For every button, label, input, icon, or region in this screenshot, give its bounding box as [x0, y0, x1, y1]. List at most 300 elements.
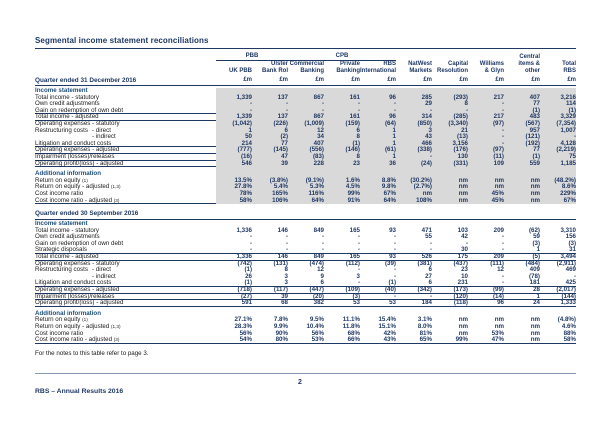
value-cell: 88%	[563, 329, 576, 337]
value-cell: -	[396, 154, 432, 161]
value-cell: 1	[360, 154, 396, 161]
value-cell: 3,216	[540, 95, 576, 102]
value-cell: -	[396, 108, 432, 115]
value-cell: 137	[252, 114, 288, 121]
value-cell: 106%	[252, 198, 288, 205]
value-cell: 10	[461, 272, 468, 280]
value-cell: (1,009)	[288, 121, 324, 128]
value-cell: (13)	[432, 134, 468, 141]
value-cell: (118)	[453, 299, 468, 307]
section-title: Additional information	[35, 170, 101, 178]
quarter-heading: Quarter ended 31 December 2016	[35, 77, 137, 84]
value-cell: 54%	[239, 336, 252, 344]
value-cell: nm	[504, 191, 540, 198]
value-cell: -	[540, 134, 576, 141]
value-cell: 165	[349, 226, 360, 234]
row-label: Own credit adjustments	[35, 100, 100, 108]
value-cell: (61)	[360, 147, 396, 154]
value-cell: 53%	[491, 329, 504, 337]
value-cell: 228	[288, 161, 324, 168]
value-cell: (111)	[490, 259, 504, 267]
value-cell: nm	[504, 184, 540, 191]
value-cell: 29	[396, 101, 432, 108]
row-label: Total income - adjusted	[35, 253, 99, 261]
value-cell: 209	[493, 253, 504, 261]
column-group-pbb: PBB	[216, 52, 288, 61]
value-cell: -	[249, 239, 252, 247]
value-cell: 4.5%	[324, 184, 360, 191]
row-sublabel: - direct	[92, 266, 111, 274]
column-group-cpb: CPB	[288, 52, 396, 61]
value-cell: (3,340)	[432, 121, 468, 128]
value-cell: (39)	[384, 259, 396, 267]
value-cell: 3	[284, 272, 288, 280]
column-header-commercial-banking: Banking	[300, 68, 324, 74]
value-cell: (64)	[360, 121, 396, 128]
value-cell: 26	[245, 272, 252, 280]
value-cell: (24)	[396, 161, 432, 168]
value-cell: 4.6%	[561, 323, 576, 330]
value-cell: 161	[324, 114, 360, 121]
value-cell: -	[468, 108, 504, 115]
value-cell: (11)	[468, 154, 504, 161]
value-cell: (1)	[244, 279, 252, 287]
value-cell: 27.8%	[216, 184, 252, 191]
footnote-marker: (1,3)	[111, 184, 121, 190]
value-cell: nm	[458, 316, 468, 324]
row-label: Impairment (losses)/releases	[35, 152, 115, 160]
value-cell: -	[573, 272, 576, 280]
value-cell: -	[501, 239, 504, 247]
value-cell: 466	[396, 141, 432, 148]
value-cell: 1	[360, 128, 396, 135]
value-cell: 13.5%	[216, 178, 252, 185]
value-cell: (331)	[432, 161, 468, 168]
value-cell: 483	[504, 114, 540, 121]
value-cell: 231	[457, 279, 468, 287]
value-cell: 382	[313, 299, 324, 307]
value-cell: nm	[458, 323, 468, 330]
value-cell: 1,336	[236, 226, 252, 234]
page-number: 2	[298, 379, 302, 386]
value-cell: 90%	[275, 329, 288, 337]
value-cell: 56%	[311, 329, 324, 337]
value-cell: -	[429, 246, 432, 254]
value-cell: 11.1%	[342, 316, 360, 324]
value-cell: 77	[504, 101, 540, 108]
value-cell: -	[393, 292, 396, 300]
value-cell: 1,007	[540, 128, 576, 135]
value-cell: nm	[504, 178, 540, 185]
value-cell: 1,336	[236, 253, 252, 261]
value-cell: 47%	[491, 336, 504, 344]
value-cell: 8	[324, 154, 360, 161]
value-cell: 214	[216, 141, 252, 148]
value-cell: 67%	[540, 198, 576, 205]
table-row	[35, 134, 576, 141]
value-cell: -	[252, 101, 288, 108]
value-cell: 8.8%	[360, 178, 396, 185]
column-header-capital-resolution: Resolution	[437, 68, 468, 74]
value-cell: (144)	[561, 292, 576, 300]
row-label: Cost income ratio	[35, 189, 84, 197]
value-cell: (2.7%)	[396, 184, 432, 191]
value-cell: (5)	[532, 253, 540, 261]
value-cell: 6	[428, 279, 432, 287]
value-cell: (474)	[309, 259, 324, 267]
column-unit: £m	[459, 77, 468, 83]
value-cell: 526	[421, 253, 432, 261]
value-cell: 42	[461, 233, 468, 241]
column-header-central-items-other: other	[525, 68, 540, 74]
value-cell: 67%	[360, 191, 396, 198]
value-cell: 161	[324, 95, 360, 102]
column-unit: £m	[567, 77, 576, 83]
column-header-ulster-bank-roi: Bank RoI	[261, 68, 288, 74]
value-cell: 108%	[396, 198, 432, 205]
table-footnote: For the notes to this table refer to page 3.	[35, 349, 149, 357]
value-cell: (2,017)	[556, 286, 576, 294]
value-cell: 165%	[252, 191, 288, 198]
value-cell: 15.1%	[378, 323, 396, 330]
footer-document-title: RBS – Annual Results 2016	[35, 388, 124, 395]
value-cell: (342)	[417, 286, 432, 294]
value-cell: -	[288, 101, 324, 108]
value-cell: 96	[360, 95, 396, 102]
value-cell: 8	[284, 266, 288, 274]
value-cell: -	[360, 101, 396, 108]
value-cell: 23	[324, 161, 360, 168]
table-row	[35, 161, 576, 168]
value-cell: 6	[324, 128, 360, 135]
value-cell: (850)	[396, 121, 432, 128]
value-cell: (173)	[453, 286, 468, 294]
value-cell: 53	[389, 299, 396, 307]
column-unit: £m	[495, 77, 504, 83]
column-header-total-rbs: RBS	[563, 68, 576, 74]
value-cell: (2)	[252, 134, 288, 141]
value-cell: (293)	[432, 95, 468, 102]
value-cell: 43	[396, 134, 432, 141]
value-cell: 34	[288, 134, 324, 141]
table-row	[35, 228, 576, 235]
value-cell: 1	[216, 128, 252, 135]
column-header-total-rbs: Total	[562, 61, 576, 67]
value-cell: 6	[320, 279, 324, 287]
value-cell: nm	[468, 178, 504, 185]
value-cell: 53	[353, 299, 360, 307]
value-cell: 77	[504, 147, 540, 154]
row-label: Operating profit/(loss) - adjusted	[35, 299, 124, 307]
value-cell: (285)	[432, 114, 468, 121]
row-label: Return on equity (1)	[35, 176, 88, 184]
value-cell: -	[285, 246, 288, 254]
value-cell: 9.5%	[309, 316, 324, 324]
row-label: Return on equity - adjusted (1,3)	[35, 183, 121, 191]
column-header-williams-glyn: & Glyn	[484, 68, 504, 74]
value-cell: (30.2%)	[396, 178, 432, 185]
value-cell: 184	[421, 299, 432, 307]
value-cell: nm	[530, 336, 540, 344]
value-cell: -	[321, 239, 324, 247]
column-header-natwest-markets: Markets	[409, 68, 432, 74]
value-cell: 58%	[563, 336, 576, 344]
value-cell: 12	[317, 266, 324, 274]
column-unit: £m	[423, 77, 432, 83]
value-cell: 9.9%	[273, 323, 288, 330]
value-cell: 109	[468, 161, 504, 168]
column-header-natwest-markets: NatWest	[408, 61, 432, 67]
value-cell: (1)	[504, 108, 540, 115]
value-cell: 27.1%	[234, 316, 252, 324]
row-label: Gain on redemption of own debt	[35, 239, 124, 247]
value-cell: 31	[569, 246, 576, 254]
column-unit: £m	[279, 77, 288, 83]
value-cell: nm	[494, 316, 504, 324]
value-cell: 81%	[419, 329, 432, 337]
value-cell: 45%	[468, 191, 504, 198]
value-cell: 867	[288, 95, 324, 102]
value-cell: 5.3%	[288, 184, 324, 191]
value-cell: 1,185	[540, 161, 576, 168]
value-cell: (447)	[309, 286, 324, 294]
column-header-capital-resolution: Capital	[447, 61, 468, 67]
value-cell: 409	[529, 266, 540, 274]
value-cell: 146	[277, 226, 288, 234]
value-cell: (1)	[244, 266, 252, 274]
value-cell: -	[324, 108, 360, 115]
value-cell: 28	[533, 286, 540, 294]
row-label: Operating expenses - adjusted	[35, 146, 120, 154]
row-label: Return on equity - adjusted (1,3)	[35, 323, 121, 330]
value-cell: (145)	[252, 147, 288, 154]
value-cell: -	[501, 233, 504, 241]
table-header	[35, 52, 576, 86]
value-cell: (131)	[273, 259, 288, 267]
value-cell: -	[468, 128, 504, 135]
value-cell: nm	[530, 323, 540, 330]
row-label: Total income - statutory	[35, 226, 99, 234]
value-cell: (99)	[492, 286, 504, 294]
value-cell: 130	[432, 154, 468, 161]
value-cell: 12	[288, 128, 324, 135]
footer-divider	[35, 373, 576, 374]
row-label: Return on equity (1)	[35, 316, 88, 324]
column-header-private-banking: Private	[339, 61, 360, 67]
value-cell: 47	[252, 154, 288, 161]
row-label: Gain on redemption of own debt	[35, 106, 124, 114]
value-cell: (2,219)	[540, 147, 576, 154]
column-header-central-items-other: Central	[519, 54, 540, 60]
value-cell: -	[465, 239, 468, 247]
value-cell: (40)	[384, 286, 396, 294]
value-cell: 56%	[239, 329, 252, 337]
value-cell: 77	[252, 141, 288, 148]
value-cell: -	[357, 266, 360, 274]
value-cell: 8	[324, 134, 360, 141]
value-cell: (62)	[528, 226, 540, 234]
value-cell: 66%	[347, 336, 360, 344]
value-cell: -	[429, 239, 432, 247]
value-cell: 39	[281, 292, 288, 300]
row-label: Impairment (losses)/releases	[35, 292, 115, 300]
section-title: Income statement	[35, 87, 88, 94]
table-row	[35, 300, 576, 307]
value-cell: 425	[565, 279, 576, 287]
value-cell: 156	[565, 233, 576, 241]
value-cell: (14)	[492, 292, 504, 300]
value-cell: -	[357, 279, 360, 287]
value-cell: (381)	[417, 259, 432, 267]
value-cell: -	[321, 233, 324, 241]
value-cell: 849	[313, 226, 324, 234]
table-row	[35, 337, 576, 344]
value-cell: (742)	[237, 259, 252, 267]
value-cell: 42%	[383, 329, 396, 337]
value-cell: 1	[536, 292, 540, 300]
value-cell: nm	[432, 184, 468, 191]
value-cell: 96	[360, 114, 396, 121]
row-label: Total income - adjusted	[35, 113, 99, 121]
footnote-marker: (3)	[113, 337, 120, 343]
value-cell: (78)	[528, 272, 540, 280]
value-cell: -	[468, 134, 504, 141]
value-cell: -	[432, 108, 468, 115]
value-cell: 175	[457, 253, 468, 261]
value-cell: (109)	[345, 286, 360, 294]
value-cell: 114	[540, 101, 576, 108]
value-cell: 3,329	[540, 114, 576, 121]
value-cell: -	[285, 239, 288, 247]
column-unit: £m	[243, 77, 252, 83]
table-body	[35, 88, 576, 344]
value-cell: 23	[461, 266, 468, 274]
row-sublabel: - direct	[92, 126, 111, 134]
value-cell: 146	[277, 253, 288, 261]
value-cell: 43%	[383, 336, 396, 344]
value-cell: 93	[389, 226, 396, 234]
value-cell: 50	[216, 134, 252, 141]
value-cell: (1,042)	[216, 121, 252, 128]
value-cell: -	[393, 266, 396, 274]
value-cell: 407	[504, 95, 540, 102]
page-title: Segmental income statement reconciliations	[35, 36, 576, 49]
row-label: Restructuring costs - direct	[35, 126, 111, 134]
value-cell: 1	[536, 246, 540, 254]
column-header-private-banking: Banking	[336, 68, 360, 74]
value-cell: (97)	[468, 121, 504, 128]
row-label: Strategic disposals	[35, 246, 87, 254]
value-cell: nm	[432, 178, 468, 185]
value-cell: (192)	[504, 141, 540, 148]
value-cell: 8	[432, 101, 468, 108]
table-row	[35, 274, 576, 281]
footnote-marker: (3)	[113, 197, 120, 203]
value-cell: 3	[396, 128, 432, 135]
value-cell: (20)	[312, 292, 324, 300]
value-cell: 1,339	[216, 95, 252, 102]
value-cell: 99%	[455, 336, 468, 344]
value-cell: -	[288, 108, 324, 115]
value-cell: nm	[396, 191, 432, 198]
page-content	[35, 36, 576, 357]
value-cell: 591	[241, 299, 252, 307]
value-cell: 27	[425, 272, 432, 280]
value-cell: 217	[468, 114, 504, 121]
value-cell: (117)	[273, 286, 288, 294]
value-cell: nm	[468, 184, 504, 191]
value-cell: -	[216, 101, 252, 108]
table-row	[35, 198, 576, 205]
value-cell: (120)	[453, 292, 468, 300]
value-cell: 314	[396, 114, 432, 121]
row-label: Cost income ratio	[35, 329, 84, 337]
value-cell: (3)	[532, 239, 540, 247]
value-cell: (16)	[216, 154, 252, 161]
value-cell: 229%	[540, 191, 576, 198]
value-cell: 91%	[324, 198, 360, 205]
table-row	[35, 241, 576, 248]
table-row	[35, 261, 576, 268]
value-cell: -	[393, 233, 396, 241]
value-cell: 209	[493, 226, 504, 234]
value-cell: 99%	[324, 191, 360, 198]
value-cell: 8.6%	[540, 184, 576, 191]
value-cell: 45%	[468, 198, 504, 205]
value-cell: -	[357, 246, 360, 254]
value-cell: 1,339	[216, 114, 252, 121]
row-label: Total income - statutory	[35, 93, 99, 101]
value-cell: nm	[432, 191, 468, 198]
value-cell: (1)	[540, 108, 576, 115]
value-cell: 3	[356, 272, 360, 280]
value-cell: 1,333	[560, 299, 576, 307]
value-cell: (3)	[352, 292, 360, 300]
column-unit: £m	[387, 77, 396, 83]
value-cell: -	[321, 246, 324, 254]
value-cell: (567)	[504, 121, 540, 128]
value-cell: -	[393, 272, 396, 280]
value-cell: (176)	[432, 147, 468, 154]
value-cell: (226)	[252, 121, 288, 128]
value-cell: 21	[432, 128, 468, 135]
value-cell: 75	[540, 154, 576, 161]
value-cell: 4,128	[540, 141, 576, 148]
value-cell: -	[252, 108, 288, 115]
value-cell: 559	[504, 161, 540, 168]
value-cell: (437)	[453, 259, 468, 267]
value-cell: (2,911)	[556, 259, 576, 267]
value-cell: (718)	[237, 286, 252, 294]
value-cell: 103	[457, 226, 468, 234]
value-cell: 3,494	[560, 253, 576, 261]
row-label: Litigation and conduct costs	[35, 279, 112, 287]
value-cell: (484)	[525, 259, 540, 267]
row-sublabel: - indirect	[92, 272, 116, 280]
section-title: Income statement	[35, 220, 88, 228]
value-cell: (7,354)	[540, 121, 576, 128]
value-cell: 957	[504, 128, 540, 135]
value-cell: 849	[313, 253, 324, 261]
quarter-heading: Quarter ended 30 September 2016	[35, 210, 576, 220]
value-cell: (338)	[396, 147, 432, 154]
value-cell: (83)	[288, 154, 324, 161]
value-cell: nm	[504, 198, 540, 205]
footnote-marker: (1)	[82, 317, 88, 323]
value-cell: 9.8%	[360, 184, 396, 191]
value-cell: (3)	[568, 239, 576, 247]
value-cell: 59	[533, 233, 540, 241]
